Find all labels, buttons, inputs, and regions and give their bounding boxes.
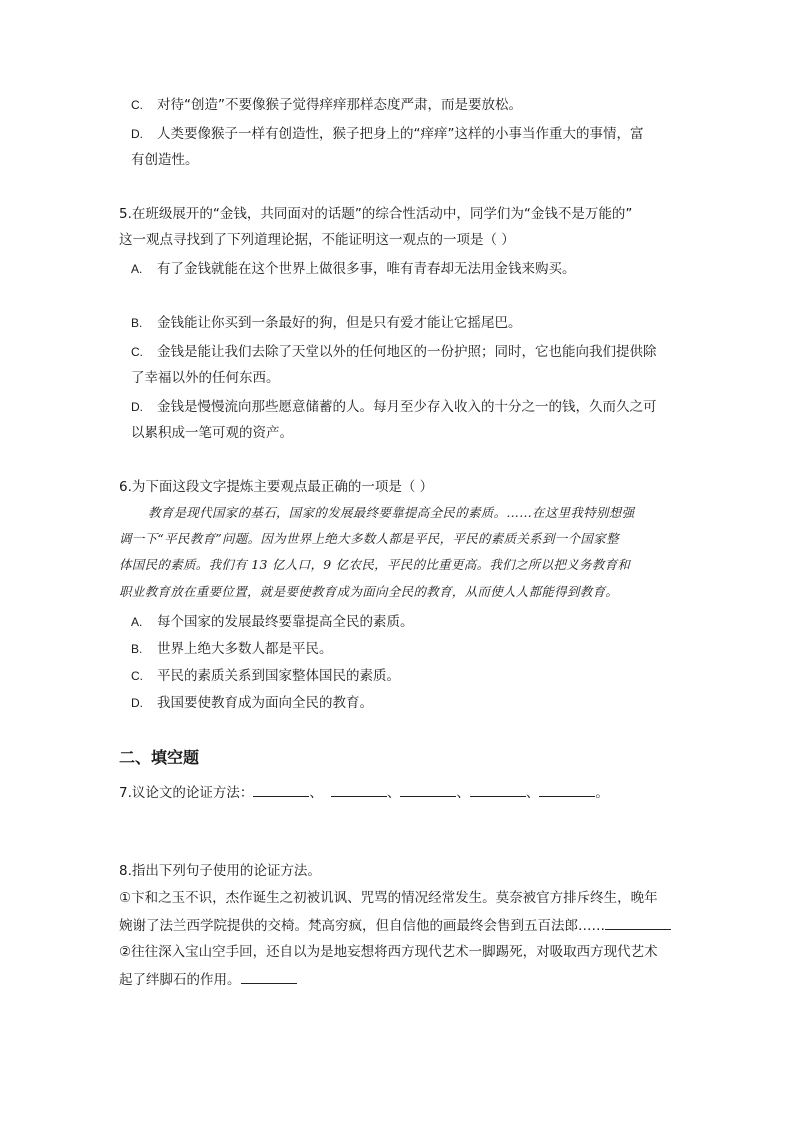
q5-option-d-continued: 以累积成一笔可观的资产。 (131, 425, 293, 441)
q8-stem: 8.指出下列句子使用的论证方法。 (119, 863, 321, 879)
answer-blank[interactable] (400, 782, 456, 797)
option-label: D. (131, 127, 143, 141)
q8-sentence1-text: 婉谢了法兰西学院提供的交椅。梵高穷疯，但自信他的画最终会售到五百法郎…… (119, 918, 605, 934)
q4-option-d-continued: 有创造性。 (131, 152, 199, 168)
answer-blank[interactable] (253, 782, 309, 797)
answer-blank[interactable] (605, 915, 671, 930)
option-label: B. (131, 642, 143, 656)
q5-stem-line2: 这一观点寻找到了下列道理论据，不能证明这一观点的一项是（ ） (119, 232, 515, 248)
q5-option-a (131, 259, 576, 279)
q5-option-d (131, 397, 657, 417)
q8-sentence2-text: 起了绊脚石的作用。 (119, 972, 241, 988)
option-text: 金钱是能让我们去除了天堂以外的任何地区的一份护照；同时，它也能向我们提供除 (157, 344, 657, 360)
section-title: 二、填空题 (119, 748, 200, 767)
answer-blank[interactable] (539, 782, 595, 797)
q4-option-c (131, 95, 522, 115)
q7-line (119, 782, 609, 803)
option-text: 金钱是慢慢流向那些愿意储蓄的人。每月至少存入收入的十分之一的钱，久而久之可 (157, 399, 657, 415)
answer-blank[interactable] (331, 782, 387, 797)
option-label: A. (131, 615, 143, 629)
q5-option-b (131, 313, 522, 333)
answer-blank[interactable] (241, 969, 297, 984)
q8-sentence1-line2 (119, 915, 671, 936)
q6-passage-line3: 体国民的素质。我们有 13 亿人口，9 亿农民，平民的比重更高。我们之所以把义务教育和 (119, 557, 631, 572)
option-label: D. (131, 696, 143, 710)
option-label: C. (131, 98, 143, 112)
q6-passage-line2: 调一下“平民教育”问题。因为世界上绝大多数人都是平民，平民的素质关系到一个国家整 (119, 531, 619, 546)
q6-passage-line4: 职业教育放在重要位置，就是要使教育成为面向全民的教育，从而使人人都能得到教育。 (119, 584, 619, 599)
option-text: 世界上绝大多数人都是平民。 (157, 641, 333, 657)
option-text: 平民的素质关系到国家整体国民的素质。 (157, 668, 400, 684)
separator: 、 (456, 785, 470, 801)
q5-option-c (131, 342, 657, 362)
q5-stem-line1: 5.在班级展开的“金钱，共同面对的话题”的综合性活动中，同学们为“金钱不是万能的” (119, 206, 633, 222)
q8-sentence2-line2 (119, 969, 297, 990)
option-text: 对待“创造”不要像猴子觉得痒痒那样态度严肃，而是要放松。 (157, 97, 522, 113)
q4-option-d (131, 124, 644, 144)
q6-option-d (131, 693, 373, 713)
q6-option-b (131, 639, 333, 659)
option-text: 人类要像猴子一样有创造性，猴子把身上的“痒痒”这样的小事当作重大的事情，富 (157, 126, 644, 142)
q6-option-a (131, 612, 414, 632)
answer-blank[interactable] (470, 782, 526, 797)
option-text: 有了金钱就能在这个世界上做很多事，唯有青春却无法用金钱来购买。 (157, 261, 576, 277)
option-text: 每个国家的发展最终要靠提高全民的素质。 (157, 614, 414, 630)
q7-stem: 7.议论文的论证方法： (119, 785, 254, 801)
q8-sentence2-line1: ②往往深入宝山空手回，还自以为是地妄想将西方现代艺术一脚踢死，对吸取西方现代艺术 (119, 944, 658, 960)
q6-passage-line1: 教育是现代国家的基石，国家的发展最终要靠提高全民的素质。……在这里我特别想强 (148, 505, 635, 520)
q8-sentence1-line1: ①卞和之玉不识，杰作诞生之初被讥讽、咒骂的情况经常发生。莫奈被官方排斥终生，晚年 (119, 890, 658, 906)
option-label: C. (131, 345, 143, 359)
q5-option-c-continued: 了幸福以外的任何东西。 (131, 370, 280, 386)
option-label: A. (131, 262, 143, 276)
q6-stem: 6.为下面这段文字提炼主要观点最正确的一项是（ ） (119, 479, 434, 495)
option-label: B. (131, 316, 143, 330)
option-text: 我国要使教育成为面向全民的教育。 (157, 695, 373, 711)
option-text: 金钱能让你买到一条最好的狗，但是只有爱才能让它摇尾巴。 (157, 315, 522, 331)
option-label: D. (131, 400, 143, 414)
option-label: C. (131, 669, 143, 683)
separator: 、 (309, 785, 323, 801)
terminator: 。 (595, 785, 609, 801)
separator: 、 (386, 785, 401, 801)
separator: 、 (525, 785, 540, 801)
q6-option-c (131, 666, 400, 686)
